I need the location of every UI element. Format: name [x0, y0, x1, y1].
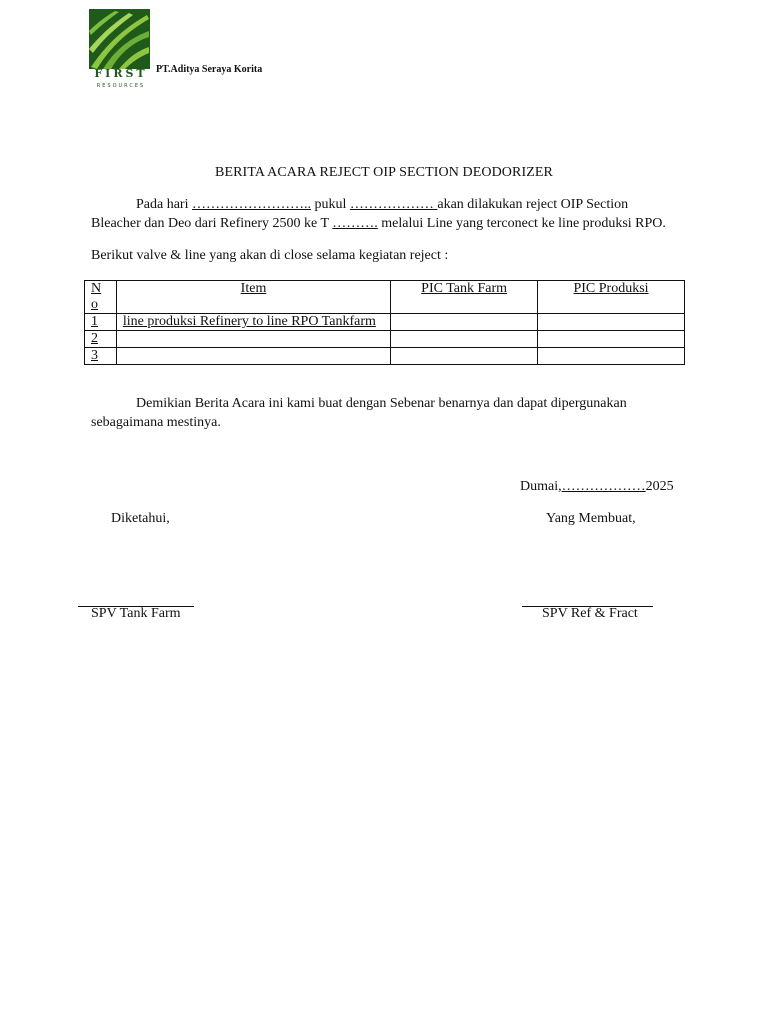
logo-brand-text: FIRST — [94, 67, 148, 80]
para1-text-b: pukul — [310, 197, 350, 212]
blank-time: ……………… — [349, 197, 438, 212]
logo-brand-wrap — [90, 68, 152, 80]
para1-text-c: akan dilakukan reject OIP Section — [437, 197, 629, 212]
document-title: BERITA ACARA REJECT OIP SECTION DEODORIZER — [215, 165, 553, 180]
header-no: No — [85, 281, 117, 314]
cell-no: 1 — [85, 314, 117, 331]
date-line — [520, 479, 674, 495]
cell-pic-tank-farm — [391, 348, 538, 365]
reject-table — [84, 280, 685, 365]
company-name: PT.Aditya Seraya Korita — [156, 64, 263, 75]
signatory-left: SPV Tank Farm — [91, 606, 181, 621]
cell-pic-tank-farm — [391, 314, 538, 331]
blank-tank: ………. — [332, 216, 378, 231]
cell-no: 2 — [85, 331, 117, 348]
table-header-row — [85, 281, 685, 314]
header-pic-tank-farm: PIC Tank Farm — [391, 281, 538, 314]
cell-item — [116, 348, 390, 365]
cell-item: line produksi Refinery to line RPO Tankfarm — [116, 314, 390, 331]
table-row — [85, 331, 685, 348]
closing-line1: Demikian Berita Acara ini kami buat dengan Sebenar benarnya dan dapat dipergunakan — [136, 396, 627, 411]
logo-sub-wrap — [90, 82, 152, 90]
cell-pic-produksi — [538, 348, 685, 365]
signatory-right: SPV Ref & Fract — [542, 606, 638, 621]
table-row — [85, 314, 685, 331]
closing-line2: sebagaimana mestinya. — [91, 415, 221, 430]
made-label: Yang Membuat, — [546, 511, 636, 526]
cell-pic-produksi — [538, 331, 685, 348]
logo-sub-text: RESOURCES — [96, 83, 146, 89]
para1-line2-text-b: melalui Line yang terconect ke line produksi RPO. — [377, 216, 666, 231]
cell-pic-tank-farm — [391, 331, 538, 348]
para1-text-a: Pada hari — [136, 197, 192, 212]
blank-day: …………………….. — [191, 197, 311, 212]
paragraph-intro-line2 — [91, 216, 666, 232]
cell-item — [116, 331, 390, 348]
header-pic-produksi: PIC Produksi — [538, 281, 685, 314]
date-year: 2025 — [645, 479, 674, 494]
paragraph-intro-line1 — [136, 197, 628, 213]
header-item: Item — [116, 281, 390, 314]
cell-no: 3 — [85, 348, 117, 365]
list-intro: Berikut valve & line yang akan di close selama kegiatan reject : — [91, 248, 449, 263]
known-label: Diketahui, — [111, 511, 170, 526]
para1-line2-text-a: Bleacher dan Deo dari Refinery 2500 ke T — [91, 216, 333, 231]
date-blank: ……………… — [561, 479, 646, 494]
table-row — [85, 348, 685, 365]
cell-pic-produksi — [538, 314, 685, 331]
date-place: Dumai, — [520, 479, 562, 494]
